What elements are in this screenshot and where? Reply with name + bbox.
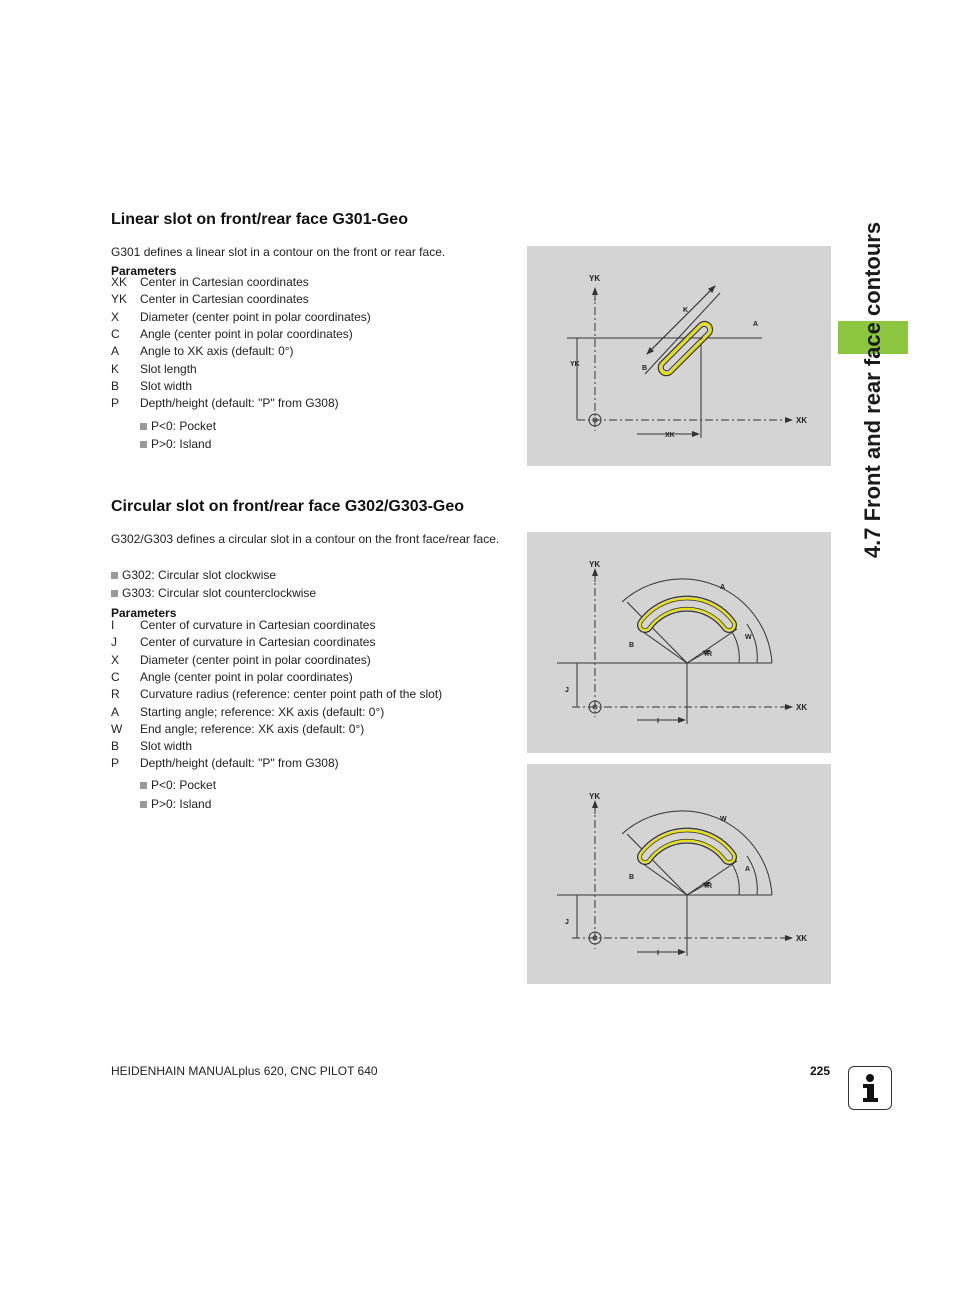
section1-params-label: Parameters xyxy=(111,264,177,278)
svg-text:YK: YK xyxy=(589,792,601,801)
param-row xyxy=(111,669,353,685)
param-key: C xyxy=(111,326,120,341)
param-key: A xyxy=(111,704,120,719)
section1-option-pocket: P<0: Pocket xyxy=(140,418,216,434)
svg-text:B: B xyxy=(629,874,635,881)
param-key: J xyxy=(111,635,117,650)
section2-option-island: P>0: Island xyxy=(140,796,211,812)
svg-text:R: R xyxy=(707,883,713,890)
bullet-square-icon xyxy=(140,782,147,789)
param-key: X xyxy=(111,652,120,667)
param-row xyxy=(111,652,371,668)
param-row xyxy=(111,738,192,754)
param-description: Slot width xyxy=(140,378,193,393)
figure-linear-slot xyxy=(527,246,831,466)
param-row xyxy=(111,274,309,290)
param-row xyxy=(111,326,353,342)
svg-text:YK: YK xyxy=(589,560,601,569)
param-description: Center in Cartesian coordinates xyxy=(140,275,309,289)
param-key: R xyxy=(111,687,120,702)
param-key: P xyxy=(111,396,120,411)
section1-intro: G301 defines a linear slot in a contour on the front or rear face. xyxy=(111,245,446,259)
param-description: Curvature radius (reference: center point path of the slot) xyxy=(140,687,443,702)
svg-text:A: A xyxy=(720,584,726,591)
param-row xyxy=(111,634,375,650)
param-description: Slot width xyxy=(140,739,193,754)
param-description: Center of curvature in Cartesian coordinates xyxy=(140,635,376,650)
param-row xyxy=(111,686,442,702)
svg-text:A: A xyxy=(753,321,759,328)
param-key: K xyxy=(111,361,120,376)
svg-text:YK: YK xyxy=(570,361,580,368)
section2-params-label: Parameters xyxy=(111,606,177,620)
arc-slot-shape xyxy=(645,604,729,625)
param-description: Slot length xyxy=(140,361,197,376)
param-key: B xyxy=(111,739,120,754)
param-description: Depth/height (default: "P" from G308) xyxy=(140,756,339,771)
bullet-square-icon xyxy=(140,423,147,430)
section2-intro: G302/G303 defines a circular slot in a contour on the front face/rear face. xyxy=(111,532,500,546)
svg-text:J: J xyxy=(565,687,569,694)
param-row xyxy=(111,617,375,633)
svg-text:K: K xyxy=(683,307,689,314)
slot-shape xyxy=(655,318,716,379)
figure-circular-slot-g303 xyxy=(527,764,831,984)
param-row xyxy=(111,343,294,359)
bullet-square-icon xyxy=(140,441,147,448)
svg-text:YK: YK xyxy=(589,274,601,283)
section2-heading: Circular slot on front/rear face G302/G303-Geo xyxy=(111,498,465,515)
bullet-square-icon xyxy=(111,590,118,597)
footer-text: HEIDENHAIN MANUALplus 620, CNC PILOT 640 xyxy=(111,1064,378,1078)
section2-option-pocket: P<0: Pocket xyxy=(140,777,216,793)
section1-heading: Linear slot on front/rear face G301-Geo xyxy=(111,211,408,228)
param-key: B xyxy=(111,378,120,393)
param-description: Depth/height (default: "P" from G308) xyxy=(140,396,339,411)
svg-text:A: A xyxy=(745,866,751,873)
param-description: Diameter (center point in polar coordinates) xyxy=(140,652,371,667)
svg-text:XK: XK xyxy=(796,703,808,712)
param-key: X xyxy=(111,309,120,324)
section2-mode-g302: G302: Circular slot clockwise xyxy=(111,567,276,583)
param-key: W xyxy=(111,721,123,736)
param-key: A xyxy=(111,344,120,359)
param-row xyxy=(111,704,384,720)
svg-text:XK: XK xyxy=(796,416,808,425)
param-key: I xyxy=(111,618,115,632)
param-key: YK xyxy=(111,292,128,307)
svg-text:J: J xyxy=(565,919,569,926)
page-number: 225 xyxy=(809,1064,830,1078)
param-row xyxy=(111,309,371,325)
svg-text:I: I xyxy=(657,950,659,957)
param-description: End angle; reference: XK axis (default: 0°) xyxy=(140,721,365,736)
info-icon xyxy=(848,1066,892,1110)
param-row xyxy=(111,721,364,737)
param-key: XK xyxy=(111,275,128,289)
param-key: C xyxy=(111,669,120,684)
param-description: Angle (center point in polar coordinates) xyxy=(140,326,353,341)
svg-text:B: B xyxy=(642,365,648,372)
param-description: Starting angle; reference: XK axis (default: 0°) xyxy=(140,704,385,719)
svg-text:W: W xyxy=(745,634,752,641)
svg-text:I: I xyxy=(657,718,659,725)
param-row xyxy=(111,378,192,394)
param-row xyxy=(111,395,339,411)
param-description: Center in Cartesian coordinates xyxy=(140,292,309,307)
svg-text:XK: XK xyxy=(796,934,808,943)
param-row xyxy=(111,755,339,771)
param-description: Center of curvature in Cartesian coordinates xyxy=(140,618,376,632)
param-row xyxy=(111,361,197,377)
figure-circular-slot-g302 xyxy=(527,532,831,753)
param-description: Angle to XK axis (default: 0°) xyxy=(140,344,294,359)
param-description: Diameter (center point in polar coordinates) xyxy=(140,309,371,324)
param-description: Angle (center point in polar coordinates) xyxy=(140,669,353,684)
bullet-square-icon xyxy=(111,572,118,579)
arc-slot-shape xyxy=(645,836,729,857)
param-key: P xyxy=(111,756,120,771)
section2-mode-g303: G303: Circular slot counterclockwise xyxy=(111,585,316,601)
param-row xyxy=(111,291,309,307)
svg-text:R: R xyxy=(707,651,713,658)
section1-option-island: P>0: Island xyxy=(140,436,211,452)
svg-text:B: B xyxy=(629,642,635,649)
svg-text:W: W xyxy=(720,816,727,823)
bullet-square-icon xyxy=(140,801,147,808)
svg-text:XK: XK xyxy=(665,432,675,439)
